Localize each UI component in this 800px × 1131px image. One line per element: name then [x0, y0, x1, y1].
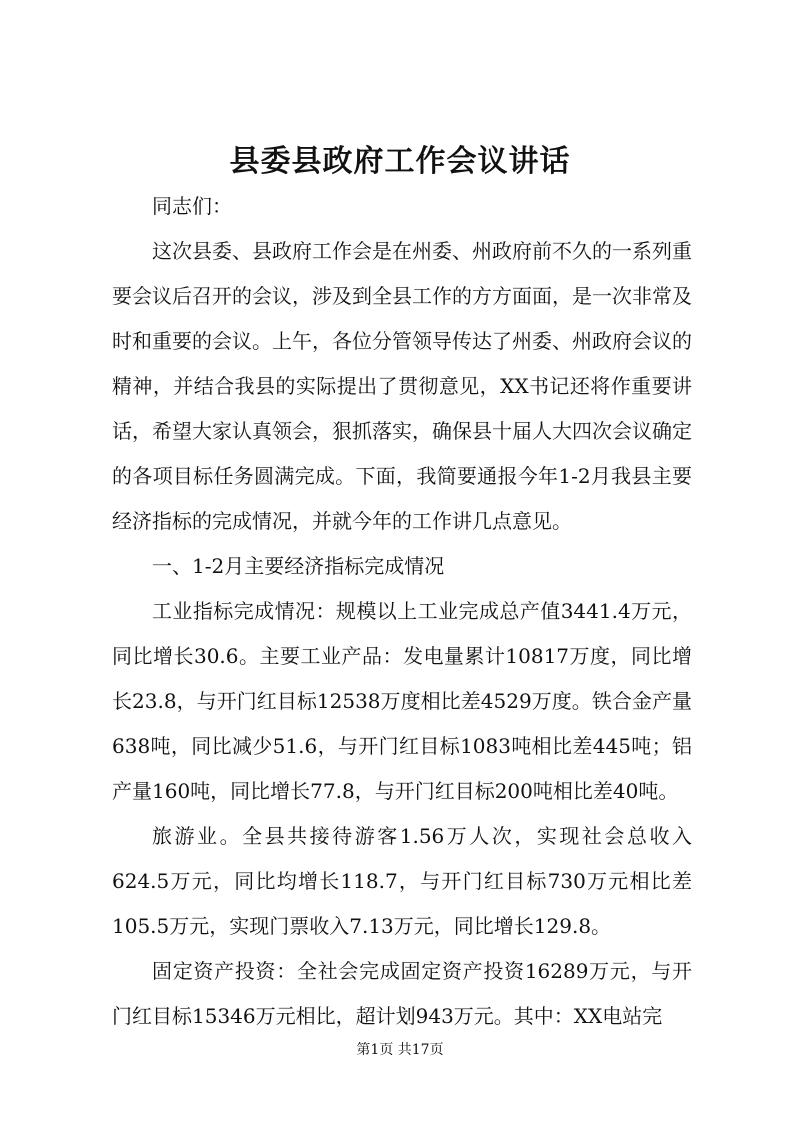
salutation-paragraph: 同志们：: [152, 194, 232, 218]
investment-paragraph: 固定资产投资：全社会完成固定资产投资16289万元，与开门红目标15346万元相比，超计划943万元。其中：XX电站完: [112, 959, 692, 1028]
page-footer: 第1页 共17页: [356, 1042, 444, 1058]
document-body: [112, 184, 692, 1039]
document-title: 县委县政府工作会议讲话: [229, 144, 571, 179]
section-heading: 一、1-2月主要经济指标完成情况: [152, 554, 445, 578]
intro-paragraph: 这次县委、县政府工作会是在州委、州政府前不久的一系列重要会议后召开的会议，涉及到全县工作的方方面面，是一次非常及时和重要的会议。上午，各位分管领导传达了州委、州政府会议的精神，并结合我县的实际提出了贯彻意见，XX书记还将作重要讲话，希望大家认真领会，狠抓落实，确保县十届人大四次会议确定的各项目标任务圆满完成。下面，我简要通报今年1-2月我县主要经济指标的完成情况，并就今年的工作讲几点意见。: [112, 239, 692, 533]
tourism-paragraph: 旅游业。全县共接待游客1.56万人次，实现社会总收入624.5万元，同比均增长118.7，与开门红目标730万元相比差105.5万元，实现门票收入7.13万元，同比增长129.8。: [112, 824, 692, 938]
industry-paragraph: 工业指标完成情况：规模以上工业完成总产值3441.4万元，同比增长30.6。主要工业产品：发电量累计10817万度，同比增长23.8，与开门红目标12538万度相比差4529万度。铁合金产量638吨，同比减少51.6，与开门红目标1083吨相比差445吨；铝产量160吨，同比增长77.8，与开门红目标200吨相比差40吨。: [112, 599, 692, 803]
